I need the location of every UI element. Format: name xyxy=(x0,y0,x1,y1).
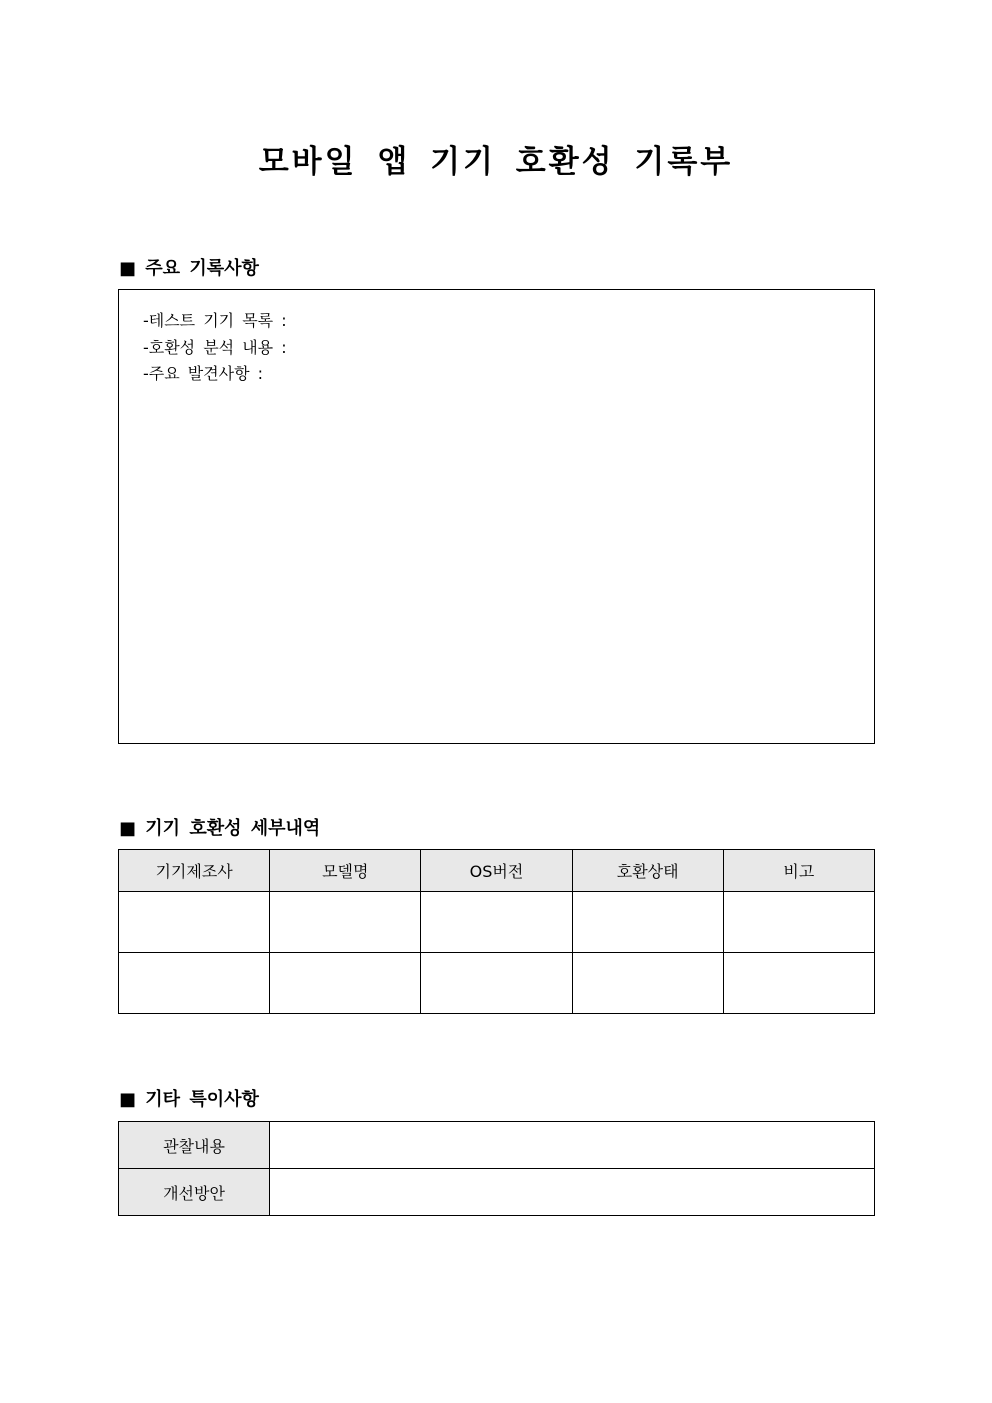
table-row xyxy=(119,1122,875,1169)
record-line: -주요 발견사항 : xyxy=(143,364,264,383)
table-cell[interactable] xyxy=(119,953,270,1014)
table-cell[interactable] xyxy=(119,892,270,953)
table-cell[interactable] xyxy=(421,892,572,953)
table-cell[interactable] xyxy=(270,892,421,953)
table-cell[interactable] xyxy=(270,1122,875,1169)
row-label: 개선방안 xyxy=(119,1169,270,1216)
section-heading-other-notes: ■ 기타 특이사항 xyxy=(119,1089,259,1110)
column-header: 비고 xyxy=(723,850,874,892)
table-cell[interactable] xyxy=(572,953,723,1014)
section-heading-compat-details: ■ 기기 호환성 세부내역 xyxy=(119,818,321,839)
table-row xyxy=(119,892,875,953)
row-label: 관찰내용 xyxy=(119,1122,270,1169)
page-title: 모바일 앱 기기 호환성 기록부 xyxy=(258,144,734,180)
record-line: -테스트 기기 목록 : xyxy=(143,311,287,330)
table-cell[interactable] xyxy=(572,892,723,953)
record-line: -호환성 분석 내용 : xyxy=(143,337,287,357)
table-cell[interactable] xyxy=(723,892,874,953)
table-cell[interactable] xyxy=(723,953,874,1014)
table-cell[interactable] xyxy=(270,953,421,1014)
main-records-box[interactable] xyxy=(118,289,875,744)
section-heading-main-records: ■ 주요 기록사항 xyxy=(119,258,259,279)
column-header: 호환상태 xyxy=(572,850,723,892)
column-header: 기기제조사 xyxy=(119,850,270,892)
column-header: OS버전 xyxy=(421,850,572,892)
table-cell[interactable] xyxy=(421,953,572,1014)
notes-table xyxy=(118,1121,875,1216)
table-row xyxy=(119,1169,875,1216)
compat-table xyxy=(118,849,875,1014)
table-cell[interactable] xyxy=(270,1169,875,1216)
table-row xyxy=(119,953,875,1014)
column-header: 모델명 xyxy=(270,850,421,892)
